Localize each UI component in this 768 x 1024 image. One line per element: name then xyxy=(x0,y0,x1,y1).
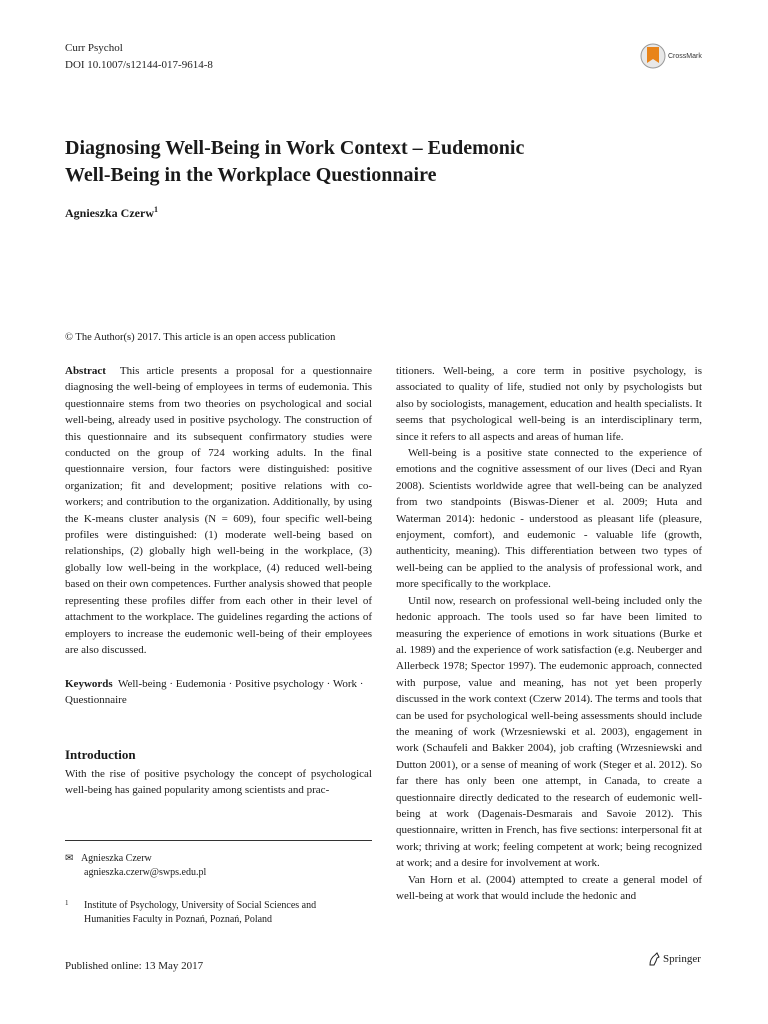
journal-name: Curr Psychol xyxy=(65,42,123,54)
footnote-divider xyxy=(65,840,372,841)
crossmark-icon xyxy=(640,39,666,73)
doi[interactable]: DOI 10.1007/s12144-017-9614-8 xyxy=(65,59,213,71)
crossmark-label: CrossMark xyxy=(668,52,702,60)
crossmark-badge[interactable] xyxy=(640,38,720,74)
correspondence xyxy=(65,852,206,880)
springer-label: Springer xyxy=(663,953,701,965)
author xyxy=(65,205,158,221)
author-name: Agnieszka Czerw xyxy=(65,206,154,220)
envelope-icon: ✉ xyxy=(65,853,74,864)
keywords-label: Keywords xyxy=(65,678,113,690)
right-paragraph-4: Van Horn et al. (2004) attempted to create a general model of well-being at work that would include the hedonic and xyxy=(396,873,702,902)
author-affiliation-sup: 1 xyxy=(153,205,158,214)
abstract xyxy=(65,363,372,658)
introduction-text xyxy=(65,766,372,799)
title-line-2: Well-Being in the Workplace Questionnaire xyxy=(65,164,437,186)
right-paragraph-1: titioners. Well-being, a core term in positive psychology, is associated to quality of life, studied not only by psychologists but also by sociologists, management, education and health specialists. It seems that psychological well-being is an interdisciplinary term, since it refers to all aspects and areas of human life. xyxy=(396,365,702,443)
introduction-paragraph: With the rise of positive psychology the concept of psychological well-being has gained popularity among scientists and prac- xyxy=(65,768,372,797)
affiliation-number: 1 xyxy=(65,899,69,907)
abstract-text: This article presents a proposal for a questionnaire diagnosing the well-being of employees in terms of eudemonia. This questionnaire stems from two theories on psychological and social well-being, already used in positive psychology. The construction of this questionnaire and its subsequent confirmatory studies were conducted on the group of 724 working adults. In the final questionnaire version, four factors were distinguished: positive organization; fit and development; positive relations with co-workers; and contribution to the organization. Additionally, by using the K-means cluster analysis (N = 609), four specific well-being profiles were distinguished: (1) moderate well-being based on relationships, (2) globally high well-being in the workplace, (3) globally low well-being in the workplace, (4) reduced well-being based on their own competences. Further analysis showed that people representing these profiles differ from each other in their level of attachment to the workplace. The guidelines regarding the actions of employers to increase the eudemonic well-being of their employees are also discussed. xyxy=(65,365,372,656)
affiliation-line-2: Humanities Faculty in Poznań, Poznań, Poland xyxy=(84,914,273,925)
affiliation-line-1: Institute of Psychology, University of Social Sciences and xyxy=(84,900,317,911)
keywords xyxy=(65,676,372,709)
springer-logo xyxy=(648,952,701,966)
article-title xyxy=(65,135,625,189)
introduction-heading: Introduction xyxy=(65,747,136,762)
published-date: Published online: 13 May 2017 xyxy=(65,960,204,972)
correspondence-email[interactable]: agnieszka.czerw@swps.edu.pl xyxy=(84,867,207,878)
right-paragraph-2: Well-being is a positive state connected to the experience of emotions and the cognitive assessment of our lives (Deci and Ryan 2008). Scientists worldwide agree that well-being can be analyzed from two standpoints (Biswas-Diener et al. 2009; Huta and Waterman 2014): hedonic - understood as pleasant life (pleasure, enjoyment, comfort), and eudemonic - valuable life (growth, authenticity, meaning). This differentiation between two types of well-being can be applied to the analysis of professional work, and more specifically to the workplace. xyxy=(396,447,702,591)
abstract-label: Abstract xyxy=(65,365,106,377)
correspondence-name: Agnieszka Czerw xyxy=(80,853,152,864)
right-column xyxy=(396,363,702,904)
keywords-text: Well-being · Eudemonia · Positive psychology · Work · Questionnaire xyxy=(65,678,364,707)
affiliation xyxy=(65,899,372,927)
title-line-1: Diagnosing Well-Being in Work Context – Eudemonic xyxy=(65,137,525,159)
open-access-note: © The Author(s) 2017. This article is an open access publication xyxy=(65,332,336,343)
springer-horse-icon xyxy=(648,952,660,966)
right-paragraph-3: Until now, research on professional well-being included only the hedonic approach. The tools used so far have been limited to measuring the experience of emotions in work situations (Burke et al. 1989) and the experience of work satisfaction (e.g. Neuberger and Allerbeck 1978; Spector 1997). The eudemonic approach, connected with purpose, value and meaning, has not yet been properly discussed in the work context (Czerw 2014). The terms and tools that can be used for psychological well-being assessments should include the meaning of work (Wrzesniewski et al. 2003), engagement in work (Schaufeli and Bakker 2004), job crafting (Wrzesniewski and Dutton 2001), or a sense of meaning of work (Steger et al. 2012). So far there has only been one attempt, in Canada, to create a questionnaire directly dedicated to the research of eudemonic well-being at work (Dagenais-Desmarais and Savoie 2012). This questionnaire, written in French, has five sections: interpersonal fit at work; thriving at work; feeling competent at work; being recognized at work; and a desire for involvement at work. xyxy=(396,594,702,870)
